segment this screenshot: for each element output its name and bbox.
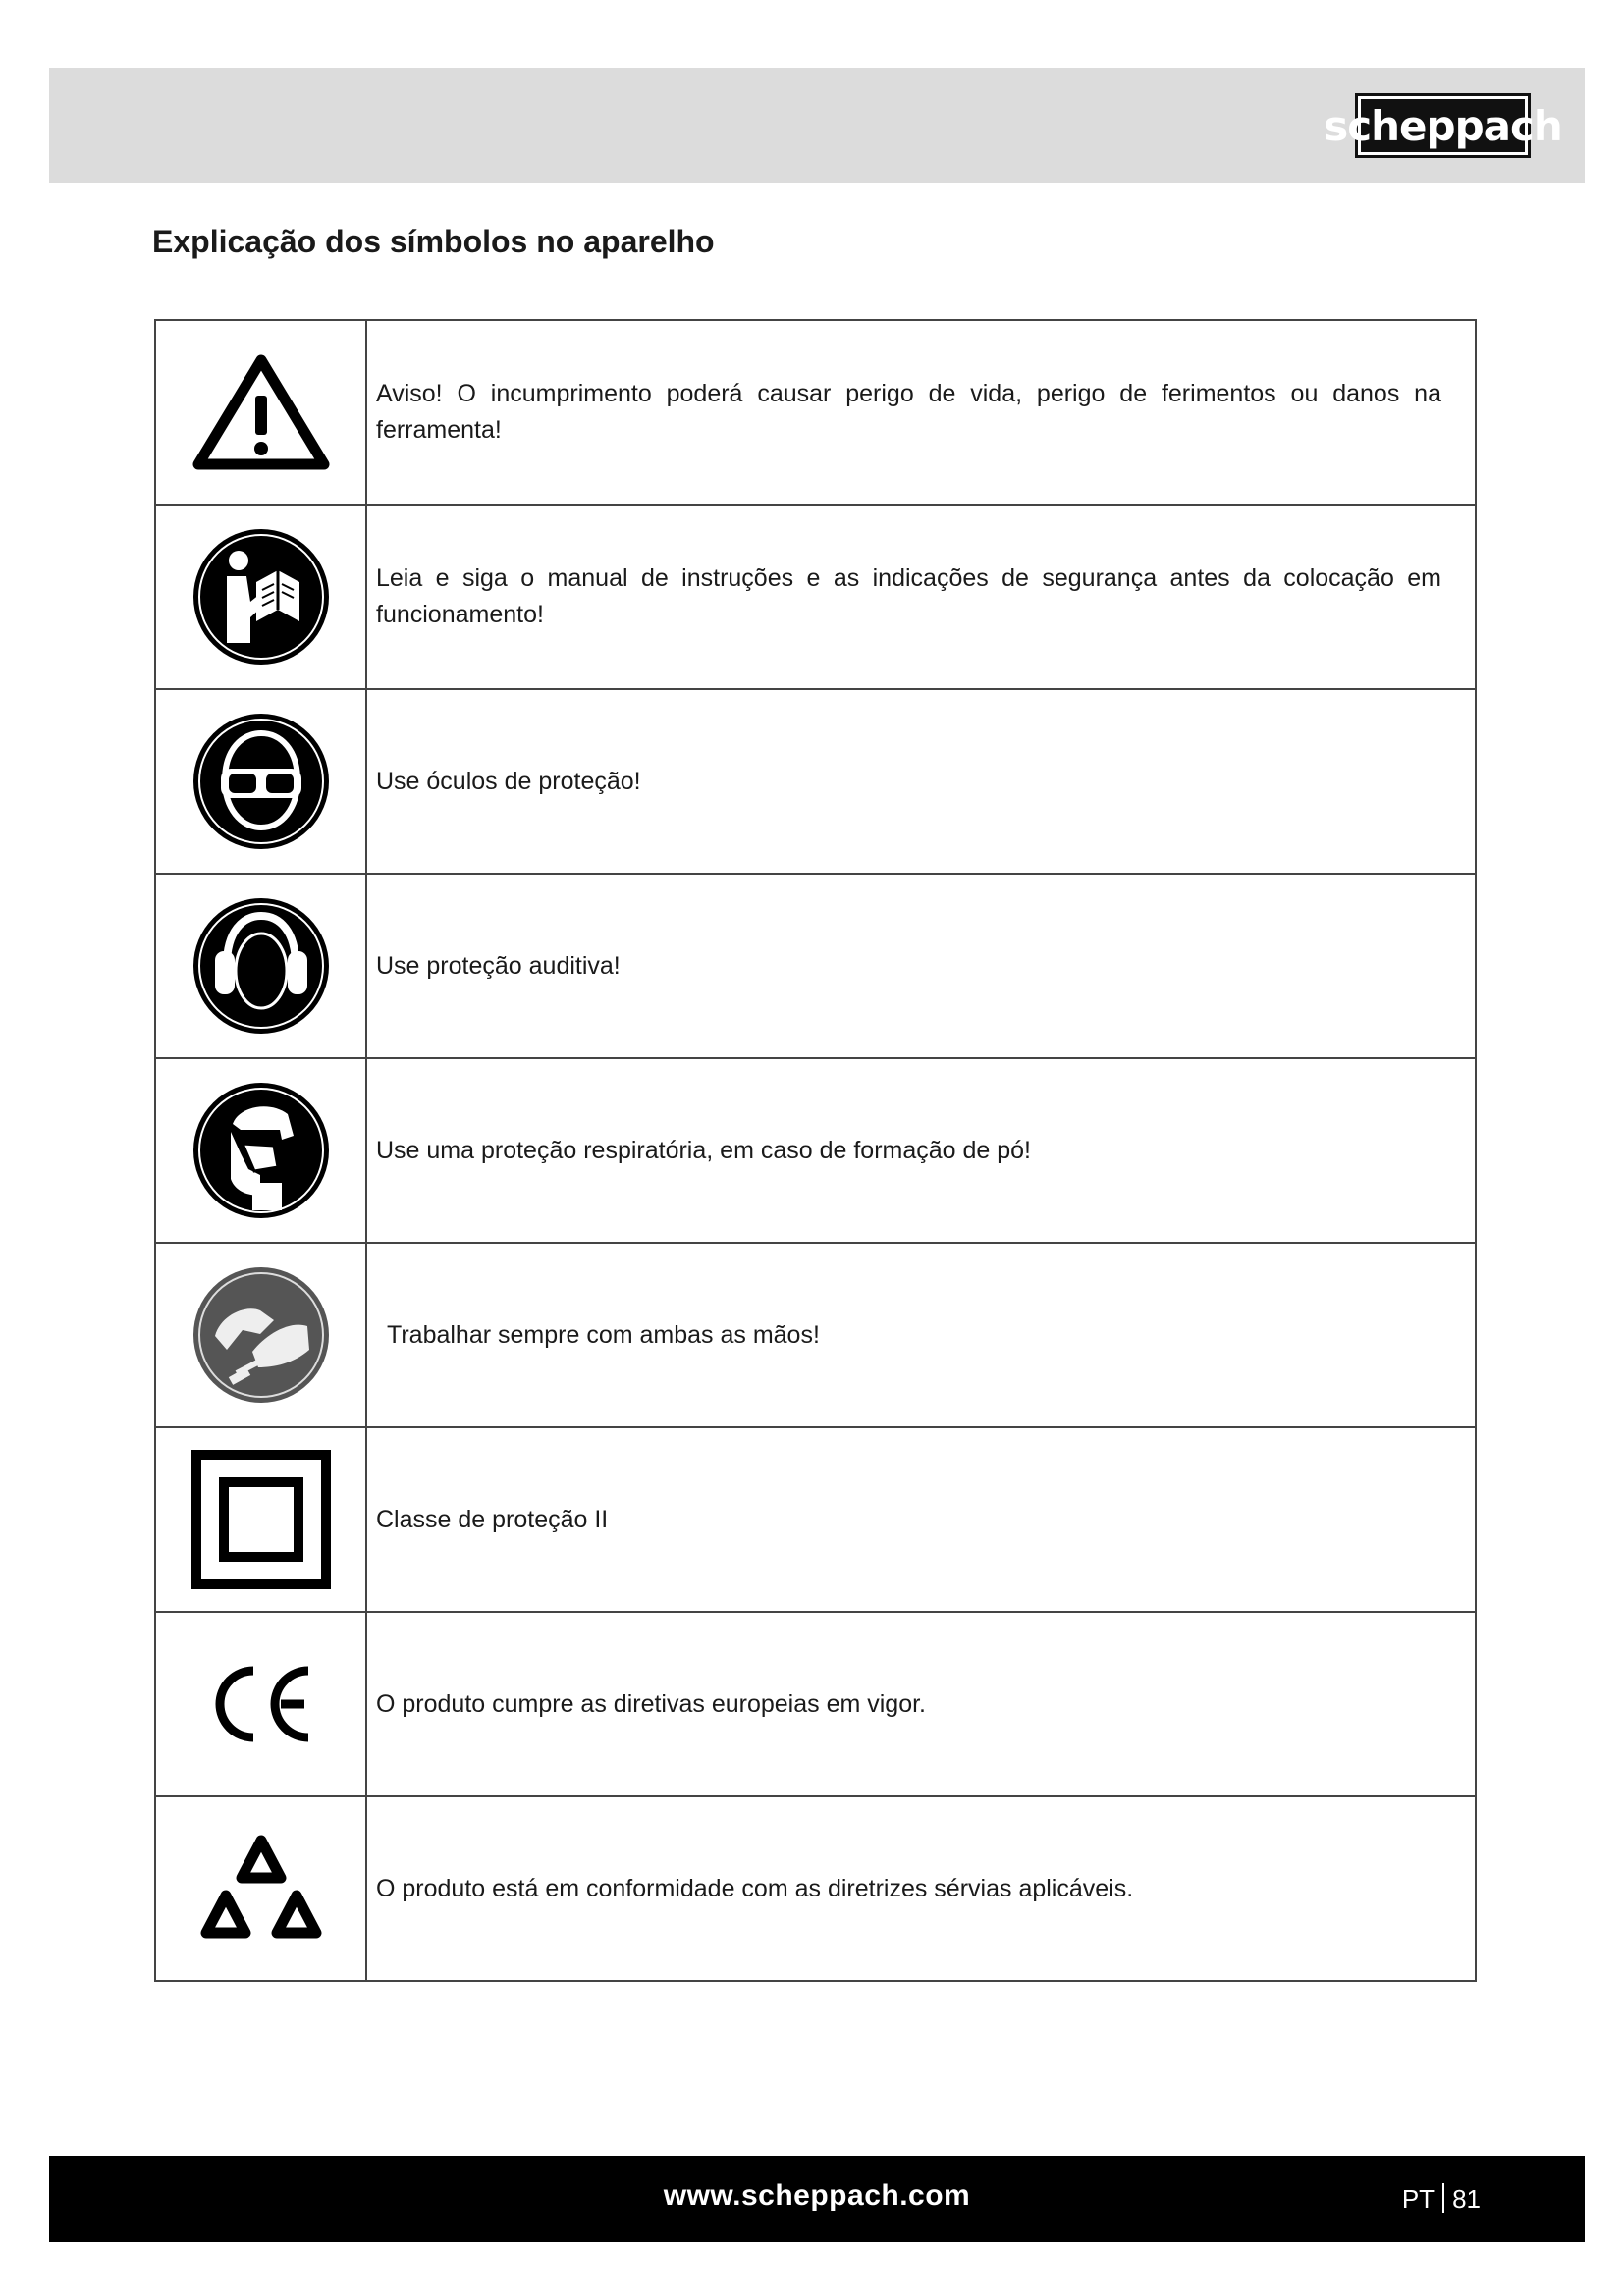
ce-mark-icon [206, 1663, 316, 1745]
table-row [155, 1243, 1476, 1427]
icon-cell [155, 320, 366, 505]
footer-language: PT [1401, 2184, 1435, 2214]
protection-class-ii-icon [191, 1450, 331, 1589]
table-row [155, 505, 1476, 689]
warning-triangle-icon [192, 352, 330, 472]
symbol-description: Use uma proteção respiratória, em caso de formação de pó! [366, 1058, 1476, 1243]
symbol-description: Classe de proteção II [366, 1427, 1476, 1612]
table-row [155, 320, 1476, 505]
read-manual-icon [191, 527, 331, 667]
icon-cell [155, 1796, 366, 1981]
respirator-mask-icon [191, 1081, 331, 1220]
footer-separator [1442, 2183, 1444, 2213]
icon-cell [155, 689, 366, 874]
table-row [155, 1058, 1476, 1243]
symbol-description: Use proteção auditiva! [366, 874, 1476, 1058]
footer-band [49, 2156, 1585, 2242]
icon-cell [155, 1058, 366, 1243]
symbol-description: Leia e siga o manual de instruções e as indicações de segurança antes da colocação em funcionamento! [366, 505, 1476, 689]
footer-page-indicator [1402, 2183, 1481, 2215]
table-row [155, 874, 1476, 1058]
header-band [49, 68, 1585, 183]
symbol-description: O produto cumpre as diretivas europeias em vigor. [366, 1612, 1476, 1796]
icon-cell [155, 1427, 366, 1612]
brand-logo-text: scheppach [1324, 101, 1562, 150]
brand-logo [1324, 93, 1562, 158]
icon-cell [155, 1243, 366, 1427]
footer-website-link[interactable]: www.scheppach.com [663, 2179, 971, 2212]
icon-cell [155, 874, 366, 1058]
table-row [155, 1796, 1476, 1981]
page-title: Explicação dos símbolos no aparelho [152, 224, 715, 259]
footer-page-number: 81 [1452, 2184, 1481, 2214]
serbian-conformity-icon [200, 1835, 322, 1943]
symbol-description: Use óculos de proteção! [366, 689, 1476, 874]
icon-cell [155, 505, 366, 689]
safety-goggles-icon [191, 712, 331, 851]
table-row [155, 1427, 1476, 1612]
symbol-description: Trabalhar sempre com ambas as mãos! [366, 1243, 1476, 1427]
table-row [155, 689, 1476, 874]
hearing-protection-icon [191, 896, 331, 1036]
symbol-description: O produto está em conformidade com as diretrizes sérvias aplicáveis. [366, 1796, 1476, 1981]
icon-cell [155, 1612, 366, 1796]
symbols-table [154, 319, 1477, 1982]
table-row [155, 1612, 1476, 1796]
symbol-description: Aviso! O incumprimento poderá causar perigo de vida, perigo de ferimentos ou danos na ferramenta! [366, 320, 1476, 505]
both-hands-icon [191, 1265, 331, 1405]
